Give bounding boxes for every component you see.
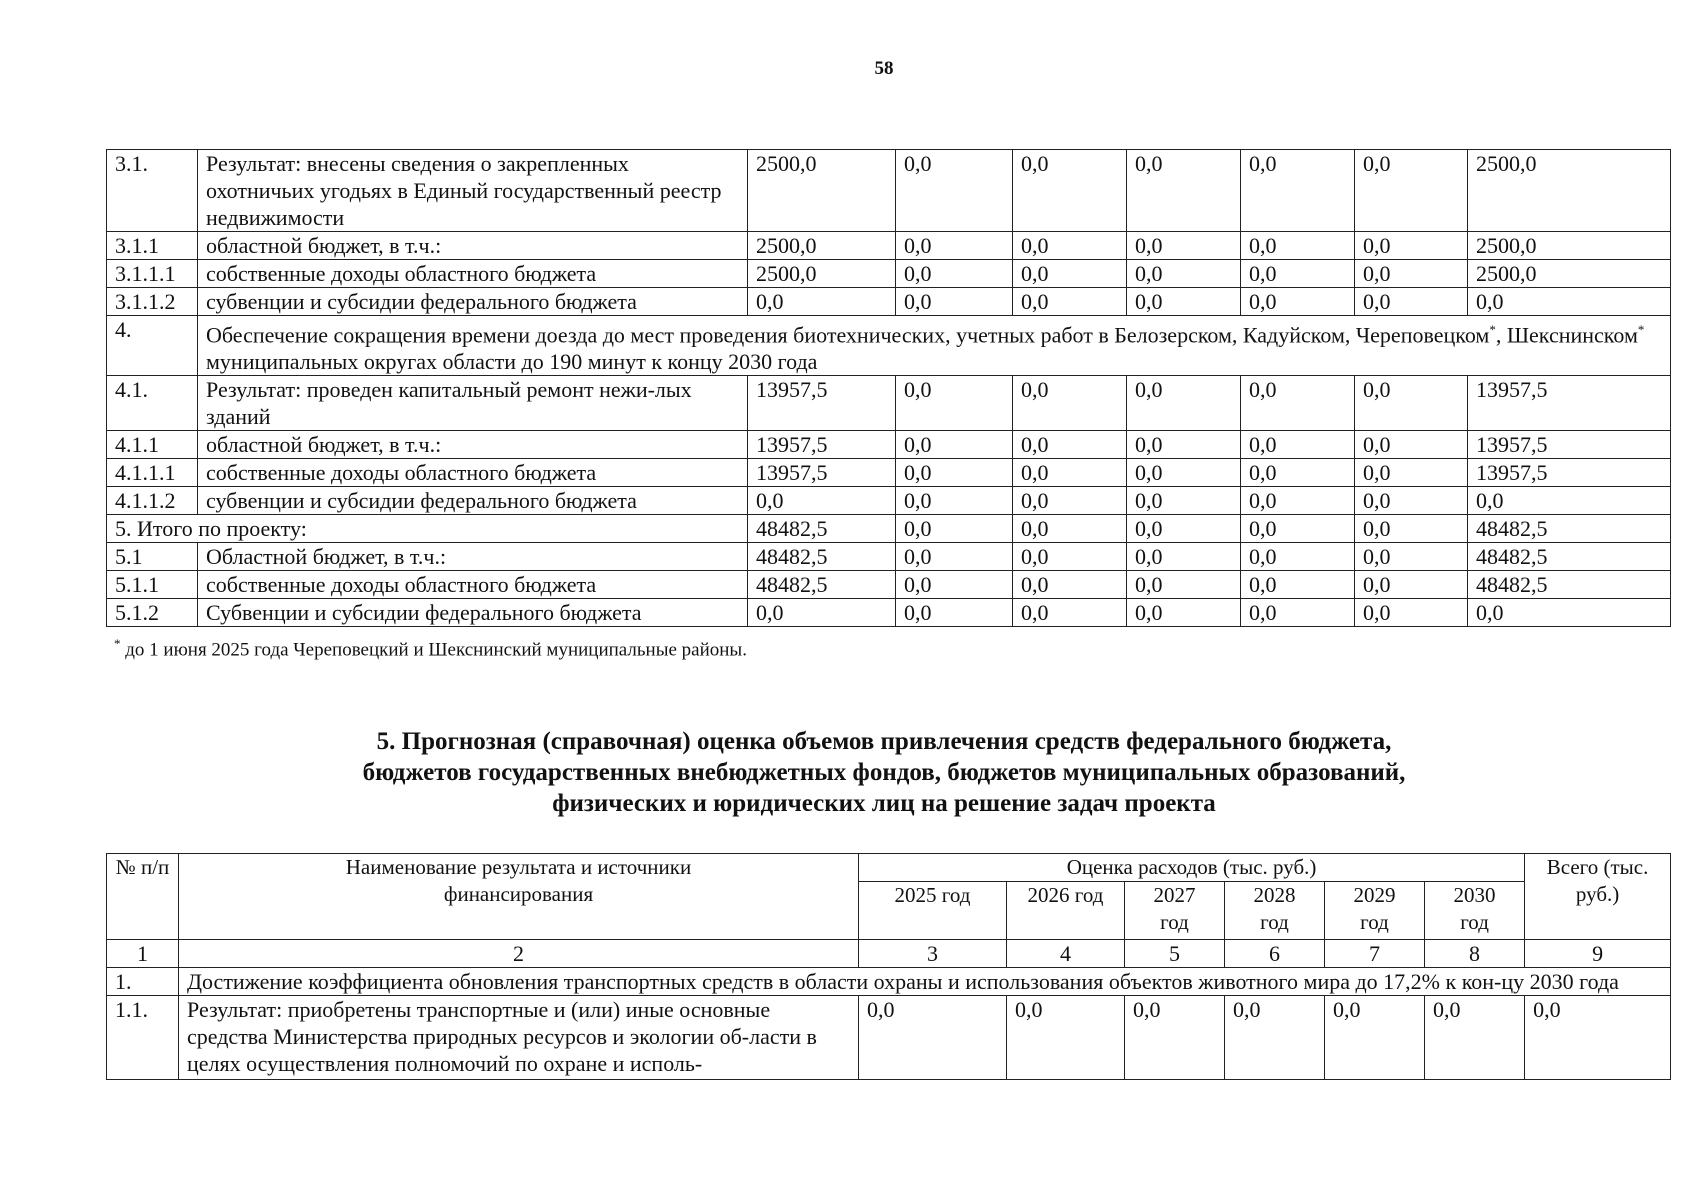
- value-cell: 0,0: [1127, 459, 1241, 487]
- forecast-table: [106, 853, 1671, 1080]
- value-cell: 0,0: [1013, 260, 1127, 288]
- row-name: [198, 316, 1671, 376]
- row-name: Субвенции и субсидии федерального бюджета: [198, 599, 748, 627]
- row-number: 3.1.1.2: [107, 288, 198, 316]
- value-cell: 2500,0: [748, 232, 896, 260]
- footnote-text: до 1 июня 2025 года Череповецкий и Шекснинский муниципальные районы.: [120, 639, 747, 661]
- table-row: [107, 288, 1671, 316]
- table-row: [107, 996, 1671, 1080]
- col-number: 6: [1225, 940, 1325, 968]
- table-row: [107, 260, 1671, 288]
- value-cell: 13957,5: [748, 459, 896, 487]
- value-cell: 0,0: [1007, 996, 1125, 1080]
- footnote-star: *: [1489, 322, 1496, 337]
- value-cell: 0,0: [1355, 515, 1468, 543]
- value-cell: 0,0: [1525, 996, 1671, 1080]
- col-number: 1: [107, 940, 179, 968]
- value-cell: 0,0: [1013, 459, 1127, 487]
- value-cell: 13957,5: [748, 376, 896, 431]
- value-cell: 13957,5: [748, 431, 896, 459]
- value-cell: 0,0: [1241, 459, 1355, 487]
- row-number: 1.1.: [107, 996, 179, 1080]
- row-name: Результат: проведен капитальный ремонт нежи-лых зданий: [198, 376, 748, 431]
- year-2030: 2030 год: [1425, 882, 1525, 940]
- value-cell: 0,0: [1241, 260, 1355, 288]
- col-header-name: Наименование результата и источники финансирования: [179, 854, 859, 940]
- table-row: [107, 459, 1671, 487]
- value-cell: 0,0: [1425, 996, 1525, 1080]
- value-cell: 0,0: [1468, 487, 1671, 515]
- row-number: 4.: [107, 316, 198, 376]
- value-cell: 0,0: [1013, 431, 1127, 459]
- row-name: субвенции и субсидии федерального бюджета: [198, 288, 748, 316]
- value-cell: 0,0: [896, 150, 1013, 232]
- value-cell: 0,0: [1013, 232, 1127, 260]
- value-cell: 0,0: [1241, 487, 1355, 515]
- value-cell: 48482,5: [1468, 571, 1671, 599]
- row-name-part: муниципальных округах области до 190 минут к концу 2030 года: [206, 349, 818, 375]
- value-cell: 0,0: [1127, 599, 1241, 627]
- value-cell: 0,0: [1241, 543, 1355, 571]
- value-cell: 0,0: [1355, 150, 1468, 232]
- value-cell: 0,0: [1127, 543, 1241, 571]
- value-cell: 0,0: [1127, 260, 1241, 288]
- col-header-total: Всего (тыс. руб.): [1525, 854, 1671, 940]
- value-cell: 0,0: [1355, 376, 1468, 431]
- value-cell: 48482,5: [748, 543, 896, 571]
- value-cell: 0,0: [1241, 288, 1355, 316]
- table-row: [107, 431, 1671, 459]
- value-cell: 0,0: [1468, 288, 1671, 316]
- value-cell: 0,0: [1241, 571, 1355, 599]
- value-cell: 0,0: [1013, 543, 1127, 571]
- year-2029: 2029 год: [1325, 882, 1425, 940]
- column-numbers-row: [107, 940, 1671, 968]
- year-2027: 2027 год: [1125, 882, 1225, 940]
- footnote: [114, 636, 747, 661]
- value-cell: 48482,5: [748, 571, 896, 599]
- row-name: областной бюджет, в т.ч.:: [198, 431, 748, 459]
- value-cell: 0,0: [1127, 487, 1241, 515]
- value-cell: 0,0: [1355, 487, 1468, 515]
- row-name: Достижение коэффициента обновления транспортных средств в области охраны и использования объектов животного мира до 17,2% к кон-цу 2030 года: [179, 968, 1671, 996]
- value-cell: 0,0: [896, 543, 1013, 571]
- section-heading-line-2: бюджетов государственных внебюджетных фондов, бюджетов муниципальных образований,: [362, 759, 1406, 786]
- row-name: Областной бюджет, в т.ч.:: [198, 543, 748, 571]
- row-number: 3.1.1: [107, 232, 198, 260]
- row-name: 5. Итого по проекту:: [107, 515, 748, 543]
- value-cell: 0,0: [1241, 599, 1355, 627]
- col-number: 9: [1525, 940, 1671, 968]
- row-number: 1.: [107, 968, 179, 996]
- value-cell: 0,0: [896, 232, 1013, 260]
- year-2028: 2028 год: [1225, 882, 1325, 940]
- row-name: собственные доходы областного бюджета: [198, 260, 748, 288]
- value-cell: 48482,5: [1468, 543, 1671, 571]
- value-cell: 0,0: [1127, 232, 1241, 260]
- value-cell: 0,0: [896, 571, 1013, 599]
- value-cell: 0,0: [896, 599, 1013, 627]
- table-row: [107, 571, 1671, 599]
- value-cell: 0,0: [1127, 376, 1241, 431]
- value-cell: 0,0: [1355, 288, 1468, 316]
- value-cell: 0,0: [748, 487, 896, 515]
- value-cell: 0,0: [1013, 288, 1127, 316]
- value-cell: 0,0: [1127, 571, 1241, 599]
- value-cell: 0,0: [748, 288, 896, 316]
- row-name: Результат: внесены сведения о закрепленных охотничьих угодьях в Единый государственный реестр недвижимости: [198, 150, 748, 232]
- value-cell: 0,0: [1355, 543, 1468, 571]
- value-cell: 0,0: [748, 599, 896, 627]
- row-name: субвенции и субсидии федерального бюджета: [198, 487, 748, 515]
- section-heading-line-3: физических и юридических лиц на решение задач проекта: [552, 790, 1216, 817]
- row-number: 4.1.1.1: [107, 459, 198, 487]
- value-cell: 0,0: [1325, 996, 1425, 1080]
- value-cell: 2500,0: [1468, 232, 1671, 260]
- table-row: [107, 376, 1671, 431]
- value-cell: 0,0: [1127, 150, 1241, 232]
- footnote-star: *: [1637, 322, 1645, 337]
- value-cell: 48482,5: [1468, 515, 1671, 543]
- value-cell: 2500,0: [1468, 150, 1671, 232]
- year-2025: 2025 год: [859, 882, 1007, 940]
- row-name: областной бюджет, в т.ч.:: [198, 232, 748, 260]
- page-number: 58: [874, 58, 894, 79]
- col-number: 7: [1325, 940, 1425, 968]
- value-cell: 0,0: [1355, 599, 1468, 627]
- table-row: [107, 232, 1671, 260]
- value-cell: 0,0: [1355, 232, 1468, 260]
- value-cell: 13957,5: [1468, 459, 1671, 487]
- value-cell: 0,0: [1355, 260, 1468, 288]
- forecast-header-row: [107, 854, 1671, 882]
- value-cell: 2500,0: [748, 150, 896, 232]
- value-cell: 0,0: [1127, 515, 1241, 543]
- col-number: 8: [1425, 940, 1525, 968]
- row-number: 3.1.1.1: [107, 260, 198, 288]
- value-cell: 0,0: [896, 515, 1013, 543]
- value-cell: 0,0: [1013, 571, 1127, 599]
- value-cell: 0,0: [1355, 431, 1468, 459]
- value-cell: 0,0: [1355, 459, 1468, 487]
- table-row: [107, 515, 1671, 543]
- table-row: [107, 316, 1671, 376]
- row-number: 4.1.1: [107, 431, 198, 459]
- value-cell: 0,0: [1125, 996, 1225, 1080]
- value-cell: 0,0: [1241, 515, 1355, 543]
- col-number: 5: [1125, 940, 1225, 968]
- value-cell: 0,0: [896, 459, 1013, 487]
- row-number: 3.1.: [107, 150, 198, 232]
- col-number: 2: [179, 940, 859, 968]
- value-cell: 2500,0: [748, 260, 896, 288]
- section-heading-line-1: 5. Прогнозная (справочная) оценка объемов привлечения средств федерального бюджета,: [376, 728, 1392, 755]
- value-cell: 0,0: [1241, 150, 1355, 232]
- value-cell: 0,0: [1241, 232, 1355, 260]
- value-cell: 13957,5: [1468, 431, 1671, 459]
- value-cell: 2500,0: [1468, 260, 1671, 288]
- value-cell: 48482,5: [748, 515, 896, 543]
- table-row: [107, 968, 1671, 996]
- footnote-star: *: [114, 636, 121, 651]
- row-number: 5.1.1: [107, 571, 198, 599]
- year-2026: 2026 год: [1007, 882, 1125, 940]
- value-cell: 0,0: [1241, 431, 1355, 459]
- value-cell: 0,0: [1468, 599, 1671, 627]
- value-cell: 0,0: [1241, 376, 1355, 431]
- value-cell: 0,0: [896, 376, 1013, 431]
- budget-table-body: [107, 150, 1671, 627]
- table-row: [107, 150, 1671, 232]
- value-cell: 13957,5: [1468, 376, 1671, 431]
- row-name-part: , Шекснинском: [1495, 322, 1638, 348]
- value-cell: 0,0: [896, 288, 1013, 316]
- table-row: [107, 599, 1671, 627]
- col-number: 3: [859, 940, 1007, 968]
- row-number: 4.1.: [107, 376, 198, 431]
- row-name: Результат: приобретены транспортные и (или) иные основные средства Министерства природных ресурсов и экологии об-ласти в целях осуществления полномочий по охране и исполь-: [179, 996, 859, 1080]
- budget-table: [106, 149, 1671, 627]
- col-number: 4: [1007, 940, 1125, 968]
- value-cell: 0,0: [859, 996, 1007, 1080]
- col-header-no: № п/п: [107, 854, 179, 940]
- value-cell: 0,0: [896, 487, 1013, 515]
- value-cell: 0,0: [1127, 288, 1241, 316]
- row-name-part: Обеспечение сокращения времени доезда до мест проведения биотехнических, учетных работ в Белозерском, Кадуйском, Череповецком: [206, 322, 1490, 348]
- value-cell: 0,0: [1013, 150, 1127, 232]
- col-header-estimate: Оценка расходов (тыс. руб.): [859, 854, 1525, 882]
- section-heading: [0, 726, 1684, 819]
- row-number: 5.1.2: [107, 599, 198, 627]
- row-number: 5.1: [107, 543, 198, 571]
- value-cell: 0,0: [1013, 376, 1127, 431]
- value-cell: 0,0: [896, 431, 1013, 459]
- row-name: собственные доходы областного бюджета: [198, 571, 748, 599]
- value-cell: 0,0: [896, 260, 1013, 288]
- value-cell: 0,0: [1013, 599, 1127, 627]
- row-name: собственные доходы областного бюджета: [198, 459, 748, 487]
- row-number: 4.1.1.2: [107, 487, 198, 515]
- value-cell: 0,0: [1225, 996, 1325, 1080]
- table-row: [107, 543, 1671, 571]
- value-cell: 0,0: [1013, 487, 1127, 515]
- table-row: [107, 487, 1671, 515]
- value-cell: 0,0: [1013, 515, 1127, 543]
- value-cell: 0,0: [1355, 571, 1468, 599]
- value-cell: 0,0: [1127, 431, 1241, 459]
